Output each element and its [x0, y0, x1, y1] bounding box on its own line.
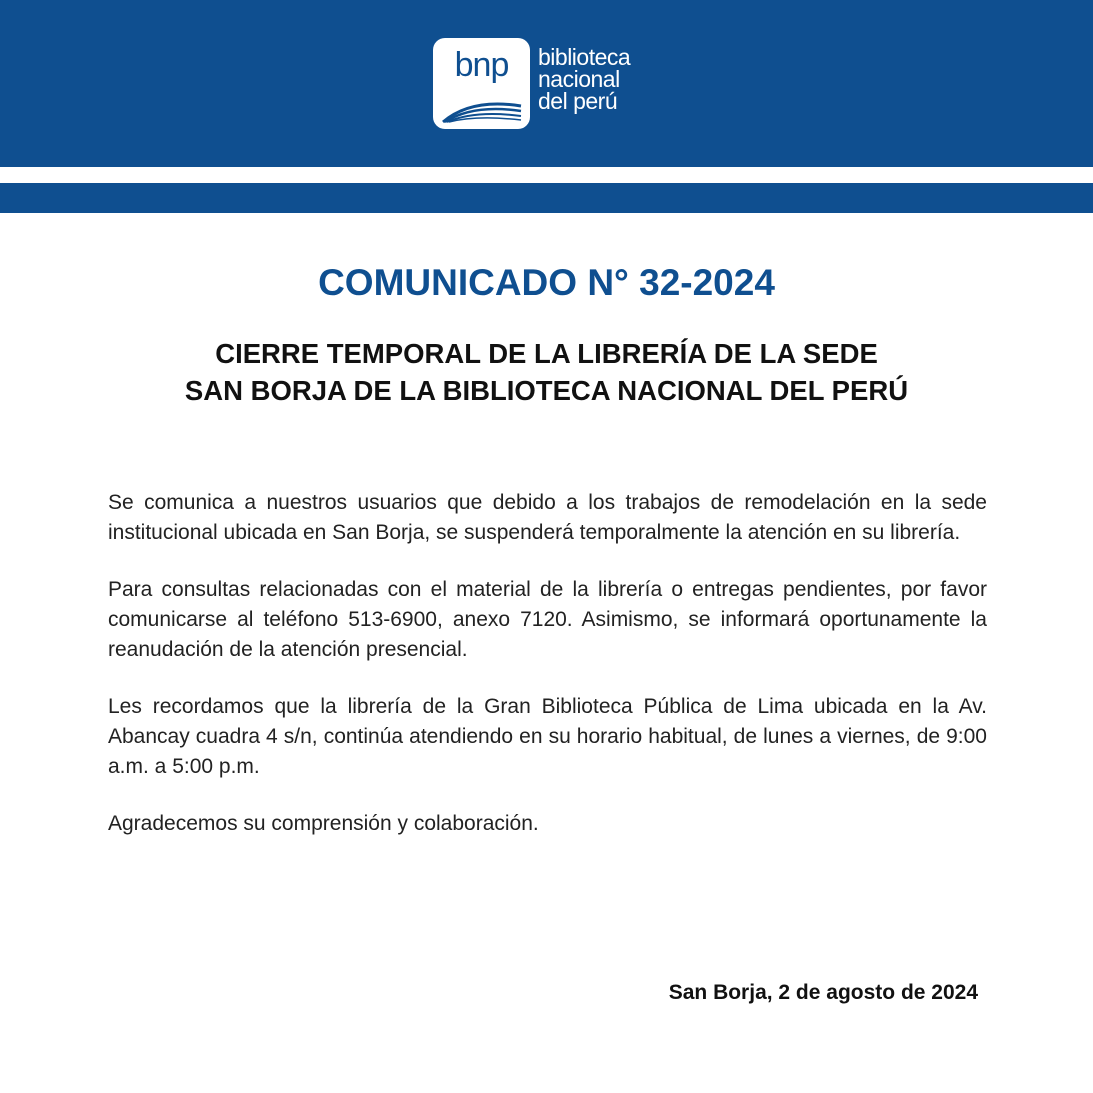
- logo-name-line3: del perú: [538, 88, 618, 114]
- logo-name-line1: biblioteca: [538, 44, 631, 70]
- paragraph-2: Para consultas relacionadas con el material de la librería o entregas pendientes, por favor comunicarse al teléfono 513-6900, anexo 7120. Asimismo, se informará oportunamente la reanudación de la atención presencial.: [108, 578, 987, 661]
- signature-date: San Borja, 2 de agosto de 2024: [668, 981, 978, 1004]
- logo-badge: [433, 38, 530, 129]
- paragraph-4: Agradecemos su comprensión y colaboración.: [108, 812, 539, 835]
- logo-name: [538, 46, 630, 112]
- notice-body: [108, 488, 987, 866]
- paragraph-1: Se comunica a nuestros usuarios que debido a los trabajos de remodelación en la sede institucional ubicada en San Borja, se suspenderá temporalmente la atención en su librería.: [108, 491, 987, 544]
- notice-title: COMUNICADO N° 32-2024: [318, 262, 775, 303]
- logo-name-line2: nacional: [538, 66, 620, 92]
- subtitle-line1: CIERRE TEMPORAL DE LA LIBRERÍA DE LA SEDE: [215, 338, 878, 369]
- notice-subtitle: [0, 335, 1093, 409]
- paragraph-3: Les recordamos que la librería de la Gran Biblioteca Pública de Lima ubicada en la Av. Abancay cuadra 4 s/n, continúa atendiendo en su horario habitual, de lunes a viernes, de 9:00 a.m. a 5:00 p.m.: [108, 695, 987, 778]
- book-arcs-icon: [441, 92, 523, 124]
- header-stripe: [0, 183, 1093, 213]
- logo-abbr: bnp: [454, 46, 509, 84]
- subtitle-line2: SAN BORJA DE LA BIBLIOTECA NACIONAL DEL PERÚ: [184, 375, 909, 406]
- bnp-logo: [433, 38, 630, 129]
